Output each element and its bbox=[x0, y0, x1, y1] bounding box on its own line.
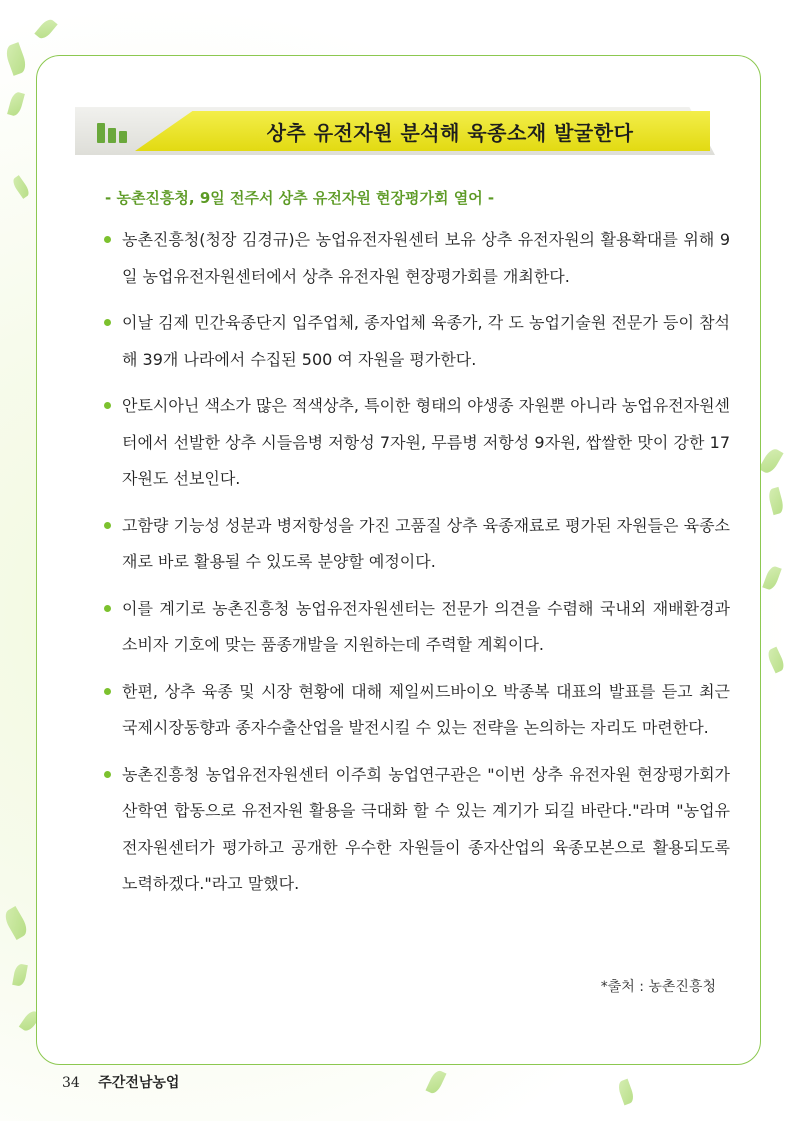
bullet-dot-icon bbox=[104, 605, 111, 612]
bullet-dot-icon bbox=[104, 319, 111, 326]
bullet-paragraph bbox=[100, 305, 730, 378]
leaf-decoration bbox=[425, 1069, 446, 1096]
bullet-paragraph bbox=[100, 388, 730, 498]
leaf-decoration bbox=[2, 906, 31, 940]
bullet-text: 농촌진흥청(청장 김경규)은 농업유전자원센터 보유 상추 유전자원의 활용확대를 위해 9일 농업유전자원센터에서 상추 유전자원 현장평가회를 개최한다. bbox=[122, 230, 730, 286]
article-title: 상추 유전자원 분석해 육종소재 발굴한다 bbox=[266, 120, 634, 145]
leaf-decoration bbox=[11, 175, 32, 199]
bullet-paragraph bbox=[100, 674, 730, 747]
leaf-decoration bbox=[758, 446, 783, 476]
bullet-paragraph bbox=[100, 222, 730, 295]
leaf-decoration bbox=[34, 17, 57, 42]
leaf-decoration bbox=[765, 647, 786, 674]
bullet-dot-icon bbox=[104, 688, 111, 695]
magazine-name: 주간전남농업 bbox=[98, 1075, 180, 1091]
bullet-paragraph bbox=[100, 591, 730, 664]
article-body bbox=[100, 222, 730, 903]
bullet-paragraph bbox=[100, 757, 730, 903]
bullet-dot-icon bbox=[104, 236, 111, 243]
bullet-dot-icon bbox=[104, 402, 111, 409]
bullet-text: 한편, 상추 육종 및 시장 현황에 대해 제일씨드바이오 박종복 대표의 발표를 듣고 최근 국제시장동향과 종자수출산업을 발전시킬 수 있는 전략을 논의하는 자리도 마련한다. bbox=[122, 681, 730, 737]
bullet-dot-icon bbox=[104, 771, 111, 778]
page-number: 34 bbox=[62, 1075, 80, 1091]
article-subtitle: - 농촌진흥청, 9일 전주서 상추 유전자원 현장평가회 열어 - bbox=[105, 189, 495, 207]
page-footer bbox=[62, 1072, 179, 1092]
leaf-decoration bbox=[7, 91, 25, 117]
source-credit: *출처 : 농촌진흥청 bbox=[600, 979, 716, 995]
leaf-decoration bbox=[3, 42, 28, 76]
leaf-decoration bbox=[767, 487, 785, 515]
bullet-text: 안토시아닌 색소가 많은 적색상추, 특이한 형태의 야생종 자원뿐 아니라 농업유전자원센터에서 선발한 상추 시들음병 저항성 7자원, 무름병 저항성 9자원, 쌉쌀한 맛이 강한 17자원도 선보인다. bbox=[122, 396, 730, 488]
bullet-dot-icon bbox=[104, 522, 111, 529]
bullet-text: 농촌진흥청 농업유전자원센터 이주희 농업연구관은 "이번 상추 유전자원 현장평가회가 산학연 합동으로 유전자원 활용을 극대화 할 수 있는 계기가 되길 바란다."라며 "농업유전자원센터가 평가하고 공개한 우수한 자원들이 종자산업의 육종모본으로 활용되도록 노력하겠다."라고 말했다. bbox=[122, 764, 730, 893]
leaf-decoration bbox=[12, 963, 28, 987]
leaf-decoration bbox=[762, 565, 781, 592]
bullet-text: 고함량 기능성 성분과 병저항성을 가진 고품질 상추 육종재료로 평가된 자원들은 육종소재로 바로 활용될 수 있도록 분양할 예정이다. bbox=[122, 515, 730, 571]
bullet-paragraph bbox=[100, 508, 730, 581]
leaf-decoration bbox=[616, 1079, 635, 1106]
bar-chart-icon bbox=[97, 119, 131, 143]
bullet-text: 이를 계기로 농촌진흥청 농업유전자원센터는 전문가 의견을 수렴해 국내외 재배환경과 소비자 기호에 맞는 품종개발을 지원하는데 주력할 계획이다. bbox=[122, 598, 730, 654]
title-banner bbox=[75, 107, 715, 155]
bullet-text: 이날 김제 민간육종단지 입주업체, 종자업체 육종가, 각 도 농업기술원 전문가 등이 참석해 39개 나라에서 수집된 500 여 자원을 평가한다. bbox=[122, 313, 730, 369]
